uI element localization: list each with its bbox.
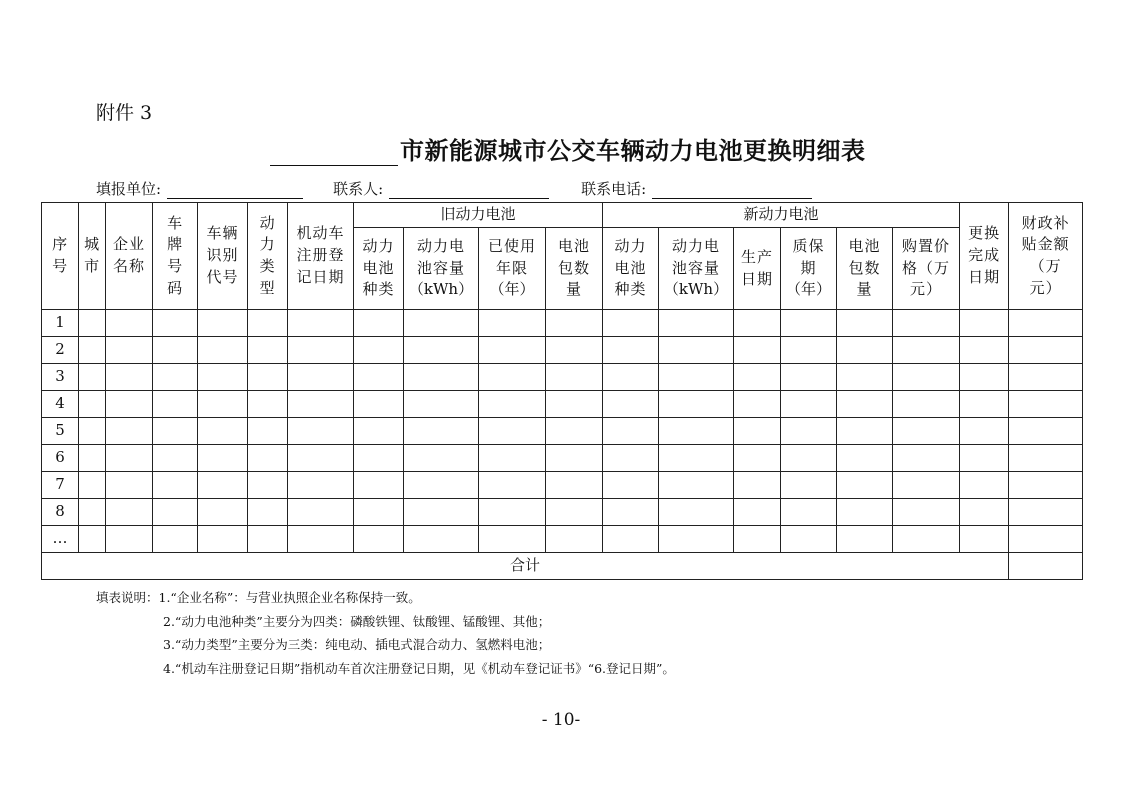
table-cell[interactable] xyxy=(79,526,106,553)
table-cell[interactable] xyxy=(837,445,893,472)
row-number: 2 xyxy=(42,337,79,364)
table-cell[interactable] xyxy=(734,337,781,364)
table-cell[interactable] xyxy=(248,418,288,445)
table-cell[interactable] xyxy=(404,337,479,364)
table-cell[interactable] xyxy=(198,445,248,472)
row-number: 8 xyxy=(42,499,79,526)
table-cell[interactable] xyxy=(546,499,603,526)
table-cell[interactable] xyxy=(479,418,546,445)
table-cell[interactable] xyxy=(603,526,659,553)
table-cell[interactable] xyxy=(659,499,734,526)
table-cell[interactable] xyxy=(354,337,404,364)
table-cell[interactable] xyxy=(79,391,106,418)
contact-field[interactable] xyxy=(389,182,549,199)
unit-field[interactable] xyxy=(167,182,303,199)
table-cell[interactable] xyxy=(79,310,106,337)
header-old-capacity: 动力电池容量 （kWh） xyxy=(404,228,479,310)
table-cell[interactable] xyxy=(404,310,479,337)
row-number: … xyxy=(42,526,79,553)
table-cell[interactable] xyxy=(960,364,1009,391)
table-cell[interactable] xyxy=(734,364,781,391)
table-cell[interactable] xyxy=(781,445,837,472)
phone-label: 联系电话: xyxy=(581,180,647,198)
fill-fields xyxy=(96,178,812,199)
table-cell[interactable] xyxy=(781,391,837,418)
table-cell[interactable] xyxy=(1009,472,1083,499)
table-cell[interactable] xyxy=(404,499,479,526)
table-cell[interactable] xyxy=(198,499,248,526)
table-cell[interactable] xyxy=(106,472,153,499)
table-cell[interactable] xyxy=(603,310,659,337)
table-cell[interactable] xyxy=(781,526,837,553)
table-cell[interactable] xyxy=(479,526,546,553)
table-cell[interactable] xyxy=(960,499,1009,526)
table-cell[interactable] xyxy=(106,418,153,445)
table-cell[interactable] xyxy=(404,472,479,499)
table-cell[interactable] xyxy=(960,310,1009,337)
table-cell[interactable] xyxy=(153,310,198,337)
table-cell[interactable] xyxy=(106,526,153,553)
table-cell[interactable] xyxy=(603,364,659,391)
header-subsidy: 财政补贴金额（万元） xyxy=(1009,203,1083,310)
table-cell[interactable] xyxy=(198,310,248,337)
table-cell[interactable] xyxy=(837,499,893,526)
table-cell[interactable] xyxy=(893,445,960,472)
table-cell[interactable] xyxy=(837,337,893,364)
table-cell[interactable] xyxy=(893,472,960,499)
note-line: 2.“动力电池种类”主要分为四类：磷酸铁锂、钛酸锂、锰酸锂、其他； xyxy=(163,613,551,629)
table-cell[interactable] xyxy=(153,391,198,418)
header-new-warranty: 质保期 （年） xyxy=(781,228,837,310)
table-cell[interactable] xyxy=(153,364,198,391)
table-cell[interactable] xyxy=(837,310,893,337)
table-cell[interactable] xyxy=(248,364,288,391)
table-cell[interactable] xyxy=(288,472,354,499)
table-row xyxy=(42,472,1083,499)
header-power-type: 动力类型 xyxy=(248,203,288,310)
detail-table xyxy=(41,202,1083,580)
table-row xyxy=(42,418,1083,445)
note-line: 3.“动力类型”主要分为三类：纯电动、插电式混合动力、氢燃料电池； xyxy=(163,637,551,652)
table-cell[interactable] xyxy=(960,472,1009,499)
table-cell[interactable] xyxy=(354,364,404,391)
header-new-pack-count: 电池包数量 xyxy=(837,228,893,310)
table-cell[interactable] xyxy=(734,310,781,337)
table-cell[interactable] xyxy=(1009,310,1083,337)
table-cell[interactable] xyxy=(479,337,546,364)
table-cell[interactable] xyxy=(288,337,354,364)
row-number: 1 xyxy=(42,310,79,337)
header-done-date: 更换完成日期 xyxy=(960,203,1009,310)
table-cell[interactable] xyxy=(79,418,106,445)
table-cell[interactable] xyxy=(734,445,781,472)
row-number: 4 xyxy=(42,391,79,418)
table-cell[interactable] xyxy=(603,418,659,445)
table-cell[interactable] xyxy=(248,499,288,526)
table-cell[interactable] xyxy=(659,391,734,418)
table-cell[interactable] xyxy=(837,526,893,553)
table-cell[interactable] xyxy=(1009,337,1083,364)
header-new-battery-type: 动力电池种类 xyxy=(603,228,659,310)
table-cell[interactable] xyxy=(354,310,404,337)
table-cell[interactable] xyxy=(479,364,546,391)
table-cell[interactable] xyxy=(837,472,893,499)
table-cell[interactable] xyxy=(1009,364,1083,391)
table-cell[interactable] xyxy=(354,472,404,499)
table-cell[interactable] xyxy=(734,526,781,553)
table-cell[interactable] xyxy=(960,418,1009,445)
header-vin: 车辆识别代号 xyxy=(198,203,248,310)
table-row xyxy=(42,499,1083,526)
table-cell[interactable] xyxy=(248,445,288,472)
fill-instructions xyxy=(96,586,675,680)
table-cell[interactable] xyxy=(479,310,546,337)
table-cell[interactable] xyxy=(734,418,781,445)
total-cell[interactable] xyxy=(1009,553,1083,580)
table-cell[interactable] xyxy=(781,472,837,499)
table-cell[interactable] xyxy=(781,364,837,391)
table-cell[interactable] xyxy=(404,391,479,418)
table-cell[interactable] xyxy=(603,499,659,526)
header-old-years-used: 已使用年限 （年） xyxy=(479,228,546,310)
table-cell[interactable] xyxy=(837,418,893,445)
table-cell[interactable] xyxy=(546,445,603,472)
table-cell[interactable] xyxy=(248,391,288,418)
table-cell[interactable] xyxy=(960,526,1009,553)
phone-field[interactable] xyxy=(652,182,812,199)
header-old-pack-count: 电池包数量 xyxy=(546,228,603,310)
table-cell[interactable] xyxy=(354,526,404,553)
table-cell[interactable] xyxy=(404,526,479,553)
table-cell[interactable] xyxy=(248,472,288,499)
table-cell[interactable] xyxy=(734,499,781,526)
table-cell[interactable] xyxy=(106,499,153,526)
table-row xyxy=(42,445,1083,472)
table-cell[interactable] xyxy=(404,418,479,445)
table-cell[interactable] xyxy=(79,445,106,472)
note-line: 4.“机动车注册登记日期”指机动车首次注册登记日期，见《机动车登记证书》“6.登记日期”。 xyxy=(163,660,675,676)
attachment-label: 附件 3 xyxy=(96,102,153,124)
table-row xyxy=(42,337,1083,364)
table-cell[interactable] xyxy=(354,418,404,445)
table-cell[interactable] xyxy=(198,391,248,418)
table-cell[interactable] xyxy=(288,445,354,472)
table-cell[interactable] xyxy=(893,526,960,553)
table-cell[interactable] xyxy=(1009,391,1083,418)
header-new-price: 购置价格（万元） xyxy=(893,228,960,310)
table-cell[interactable] xyxy=(659,472,734,499)
table-cell[interactable] xyxy=(288,391,354,418)
table-cell[interactable] xyxy=(198,364,248,391)
header-seq: 序号 xyxy=(42,203,79,310)
table-cell[interactable] xyxy=(79,499,106,526)
city-blank-line[interactable] xyxy=(270,139,398,166)
table-cell[interactable] xyxy=(837,364,893,391)
table-cell[interactable] xyxy=(479,391,546,418)
table-cell[interactable] xyxy=(198,337,248,364)
table-cell[interactable] xyxy=(893,499,960,526)
table-cell[interactable] xyxy=(354,445,404,472)
table-cell[interactable] xyxy=(479,499,546,526)
header-old-battery-type: 动力电池种类 xyxy=(354,228,404,310)
table-cell[interactable] xyxy=(960,445,1009,472)
table-cell[interactable] xyxy=(106,364,153,391)
row-number: 5 xyxy=(42,418,79,445)
table-cell[interactable] xyxy=(479,472,546,499)
table-cell[interactable] xyxy=(893,391,960,418)
table-cell[interactable] xyxy=(546,337,603,364)
table-cell[interactable] xyxy=(153,526,198,553)
table-cell[interactable] xyxy=(153,418,198,445)
note-line: 填表说明：1.“企业名称”：与营业执照企业名称保持一致。 xyxy=(96,590,421,605)
table-cell[interactable] xyxy=(659,364,734,391)
table-cell[interactable] xyxy=(198,526,248,553)
table-cell[interactable] xyxy=(153,499,198,526)
table-cell[interactable] xyxy=(404,445,479,472)
table-cell[interactable] xyxy=(106,337,153,364)
table-row xyxy=(42,364,1083,391)
header-new-battery-group: 新动力电池 xyxy=(603,203,960,228)
table-cell[interactable] xyxy=(1009,499,1083,526)
table-cell[interactable] xyxy=(781,337,837,364)
table-cell[interactable] xyxy=(781,418,837,445)
table-cell[interactable] xyxy=(546,364,603,391)
table-cell[interactable] xyxy=(734,472,781,499)
table-cell[interactable] xyxy=(198,472,248,499)
table-cell[interactable] xyxy=(79,337,106,364)
table-cell[interactable] xyxy=(288,526,354,553)
table-cell[interactable] xyxy=(248,526,288,553)
table-cell[interactable] xyxy=(106,391,153,418)
table-cell[interactable] xyxy=(893,364,960,391)
row-number: 7 xyxy=(42,472,79,499)
table-cell[interactable] xyxy=(106,310,153,337)
table-cell[interactable] xyxy=(198,418,248,445)
total-label: 合计 xyxy=(42,553,1009,580)
table-cell[interactable] xyxy=(248,310,288,337)
table-cell[interactable] xyxy=(1009,445,1083,472)
table-cell[interactable] xyxy=(781,499,837,526)
page-title: 市新能源城市公交车辆动力电池更换明细表 xyxy=(400,136,866,165)
table-cell[interactable] xyxy=(659,445,734,472)
table-cell[interactable] xyxy=(153,337,198,364)
header-old-battery-group: 旧动力电池 xyxy=(354,203,603,228)
table-cell[interactable] xyxy=(479,445,546,472)
table-cell[interactable] xyxy=(288,499,354,526)
table-cell[interactable] xyxy=(354,391,404,418)
page-number: - 10- xyxy=(541,710,581,730)
table-cell[interactable] xyxy=(288,310,354,337)
table-cell[interactable] xyxy=(837,391,893,418)
table-cell[interactable] xyxy=(546,418,603,445)
table-cell[interactable] xyxy=(79,472,106,499)
table-cell[interactable] xyxy=(960,337,1009,364)
table-cell[interactable] xyxy=(734,391,781,418)
table-cell[interactable] xyxy=(79,364,106,391)
table-cell[interactable] xyxy=(546,310,603,337)
table-row xyxy=(42,310,1083,337)
table-cell[interactable] xyxy=(659,526,734,553)
table-cell[interactable] xyxy=(1009,526,1083,553)
table-cell[interactable] xyxy=(248,337,288,364)
row-number: 6 xyxy=(42,445,79,472)
table-cell[interactable] xyxy=(153,445,198,472)
header-company: 企业名称 xyxy=(106,203,153,310)
header-new-capacity: 动力电池容量 （kWh） xyxy=(659,228,734,310)
table-row xyxy=(42,526,1083,553)
unit-label: 填报单位: xyxy=(96,180,162,198)
contact-label: 联系人: xyxy=(333,180,384,198)
table-cell[interactable] xyxy=(659,418,734,445)
table-cell[interactable] xyxy=(893,337,960,364)
row-number: 3 xyxy=(42,364,79,391)
table-cell[interactable] xyxy=(603,391,659,418)
header-new-prod-date: 生产日期 xyxy=(734,228,781,310)
table-cell[interactable] xyxy=(106,445,153,472)
table-cell[interactable] xyxy=(153,472,198,499)
header-city: 城市 xyxy=(79,203,106,310)
header-reg-date: 机动车注册登记日期 xyxy=(288,203,354,310)
table-cell[interactable] xyxy=(288,364,354,391)
title-row xyxy=(270,130,866,166)
table-cell[interactable] xyxy=(659,337,734,364)
table-cell[interactable] xyxy=(546,391,603,418)
table-cell[interactable] xyxy=(288,418,354,445)
header-plate: 车牌号码 xyxy=(153,203,198,310)
table-cell[interactable] xyxy=(603,472,659,499)
table-cell[interactable] xyxy=(659,310,734,337)
table-cell[interactable] xyxy=(781,310,837,337)
table-row xyxy=(42,391,1083,418)
table-cell[interactable] xyxy=(603,337,659,364)
table-cell[interactable] xyxy=(546,526,603,553)
table-cell[interactable] xyxy=(603,445,659,472)
table-cell[interactable] xyxy=(354,499,404,526)
table-cell[interactable] xyxy=(404,364,479,391)
table-cell[interactable] xyxy=(1009,418,1083,445)
table-cell[interactable] xyxy=(546,472,603,499)
table-cell[interactable] xyxy=(893,418,960,445)
table-cell[interactable] xyxy=(893,310,960,337)
table-cell[interactable] xyxy=(960,391,1009,418)
